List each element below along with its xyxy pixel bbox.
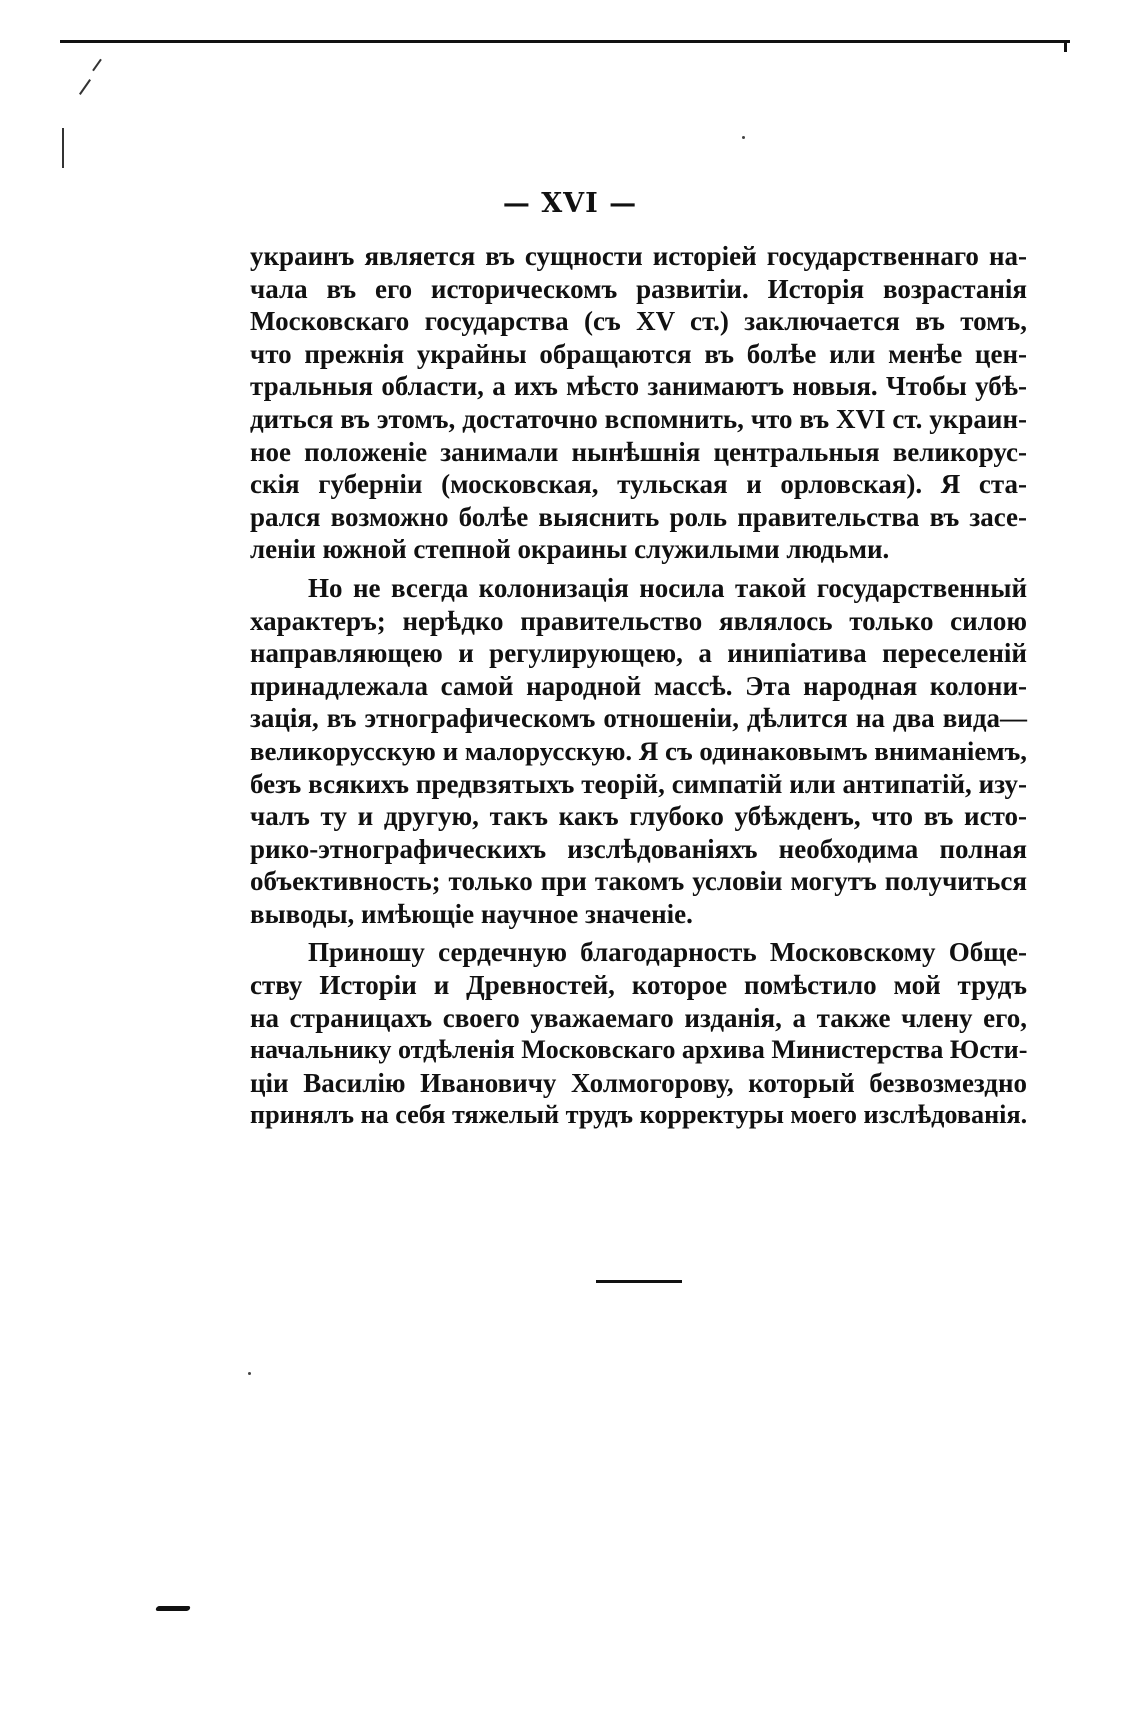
margin-speck	[92, 59, 102, 72]
text-line: Московскаго государства (съ XV ст.) заключается въ томъ,	[250, 306, 1027, 337]
text-line: чалъ ту и другую, такъ какъ глубоко убѣжденъ, что въ исто-	[250, 801, 1027, 832]
text-line: начальнику отдѣленія Московскаго архива Министерства Юсти-	[250, 1035, 1028, 1065]
top-border-corner	[1064, 40, 1067, 52]
text-line: чала въ его историческомъ развитіи. Исторія возрастанія	[250, 273, 1027, 304]
text-line: выводы, имѣющіе научное значеніе.	[250, 898, 693, 929]
text-line: ное положеніе занимали нынѣшнія центральныя великорус-	[250, 436, 1027, 467]
text-line: рико-этнографическихъ изслѣдованіяхъ необходима полная	[250, 833, 1027, 864]
dust-speck	[248, 1372, 251, 1375]
text-line: что прежнія украйны обращаются въ болѣе или менѣе цен-	[250, 338, 1027, 369]
top-border-rule	[60, 40, 1070, 43]
paragraph-1	[250, 240, 1027, 566]
text-line: принялъ на себя тяжелый трудъ корректуры моего изслѣдованія.	[250, 1100, 1028, 1130]
body-text	[250, 240, 1027, 1132]
text-line: тральныя области, а ихъ мѣсто занимаютъ новыя. Чтобы убѣ-	[250, 371, 1027, 402]
text-line: леніи южной степной окраины служилыми людьми.	[250, 534, 890, 565]
text-line: зація, въ этнографическомъ отношеніи, дѣлится на два вида—	[250, 703, 1027, 734]
text-line: великорусскую и малорусскую. Я съ одинаковымъ вниманіемъ,	[250, 735, 1027, 766]
text-line: объективность; только при такомъ условіи могутъ получиться	[250, 866, 1027, 897]
text-line: Приношу сердечную благодарность Московскому Обще-	[308, 937, 1027, 968]
text-line: характеръ; нерѣдко правительство являлось только силою	[250, 605, 1027, 636]
dust-speck	[742, 136, 745, 139]
text-line: принадлежала самой народной массѣ. Эта народная колони-	[250, 670, 1027, 701]
text-line: безъ всякихъ предвзятыхъ теорій, симпатій или антипатій, изу-	[250, 768, 1027, 799]
margin-mark	[155, 1606, 191, 1611]
text-line: Но не всегда колонизація носила такой государственный	[308, 572, 1027, 603]
margin-speck	[62, 128, 64, 168]
margin-speck	[79, 79, 91, 95]
paragraph-3	[250, 936, 1027, 1132]
text-line: скія губерніи (московская, тульская и орловская). Я ста-	[250, 469, 1027, 500]
text-line: рался возможно болѣе выяснить роль правительства въ засе-	[250, 501, 1027, 532]
text-line: ціи Василію Ивановичу Холмогорову, который безвозмездно	[250, 1067, 1027, 1098]
text-line: диться въ этомъ, достаточно вспомнить, что въ XVI ст. украин-	[250, 403, 1027, 434]
paragraph-2	[250, 572, 1027, 931]
text-line: ству Исторіи и Древностей, которое помѣстило мой трудъ	[250, 970, 1027, 1001]
closing-rule	[596, 1280, 682, 1283]
text-line: на страницахъ своего уважаемаго изданія, а также члену его,	[250, 1002, 1027, 1033]
page-number-header: — XVI —	[502, 188, 638, 219]
text-line: украинъ является въ сущности исторіей государственнаго на-	[250, 241, 1027, 271]
text-line: направляющею и регулирующею, а инипіатива переселеній	[250, 638, 1027, 669]
